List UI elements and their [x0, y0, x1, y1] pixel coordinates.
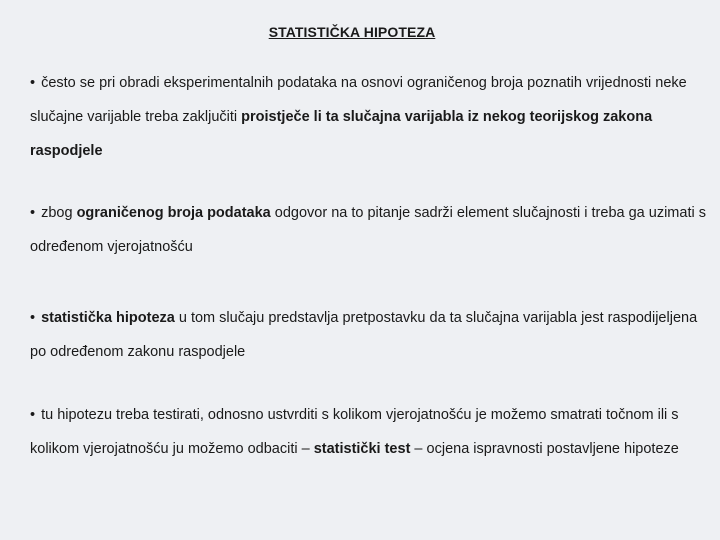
- paragraph-text: često se pri obradi eksperimentalnih podataka na osnovi ograničenog broja poznatih vrijednosti neke slučajne varijable treba zaključiti: [30, 75, 687, 125]
- paragraph-bold-text: statistički test: [313, 441, 411, 457]
- paragraph-bold-text: proistječe li ta slučajna varijabla iz nekog teorijskog zakona raspodjele: [30, 109, 653, 159]
- bullet-paragraph-2: [30, 196, 708, 264]
- paragraph-text: odgovor na to pitanje sadrži element slučajnosti i treba ga uzimati s određenom vjerojatnošću: [30, 205, 706, 255]
- bullet-icon: •: [30, 310, 36, 326]
- bullet-paragraph-3: [30, 301, 708, 369]
- paragraph-bold-text: statistička hipoteza: [41, 310, 175, 326]
- slide-title: STATISTIČKA HIPOTEZA: [268, 24, 436, 40]
- paragraph-bold-text: ograničenog broja podataka: [76, 205, 271, 221]
- paragraph-text: – ocjena ispravnosti postavljene hipoteze: [410, 441, 679, 457]
- paragraph-text: u tom slučaju predstavlja pretpostavku da ta slučajna varijabla jest raspodijeljena po određenom zakonu raspodjele: [30, 310, 698, 360]
- bullet-icon: •: [30, 205, 36, 221]
- paragraph-text: tu hipotezu treba testirati, odnosno ustvrditi s kolikom vjerojatnošću je možemo smatrati točnom ili s kolikom vjerojatnošću ju možemo odbaciti –: [30, 407, 679, 457]
- bullet-icon: •: [30, 407, 36, 423]
- bullet-icon: •: [30, 75, 36, 91]
- bullet-paragraph-4: [30, 398, 708, 466]
- bullet-paragraph-1: [30, 66, 708, 168]
- paragraph-text: zbog: [41, 205, 77, 221]
